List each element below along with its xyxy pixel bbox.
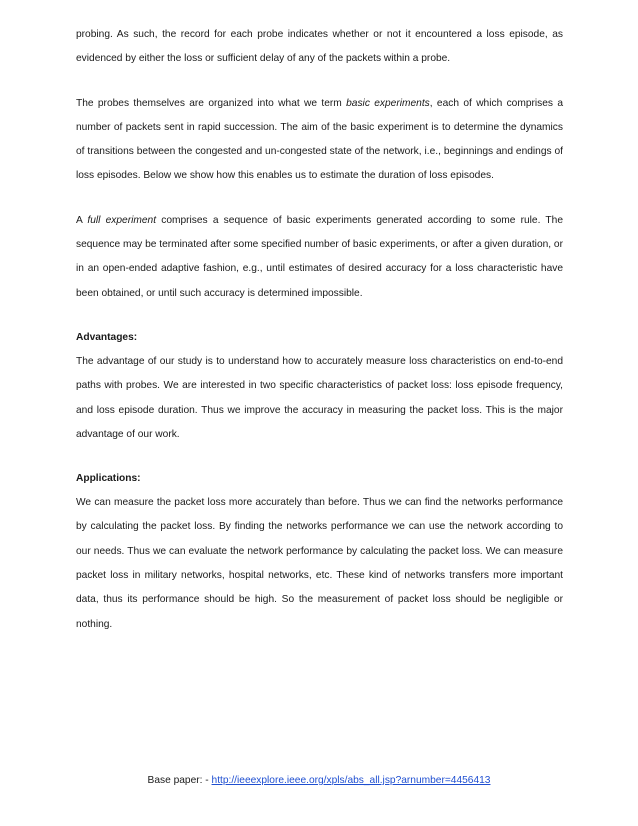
footer-label: Base paper: - [147, 775, 212, 786]
paragraph-text: , each of which comprises a number of packets sent in rapid succession. The aim of the basic experiment is to determine the dynamics of transitions between the congested and un-congested state of the network, i.e., beginnings and endings of loss episodes. Below we show how this enables us to estimate the duration of loss episodes. [76, 97, 564, 182]
paragraph-basic-experiments [76, 92, 563, 189]
paragraph-probing: probing. As such, the record for each probe indicates whether or not it encountered a loss episode, as evidenced by either the loss or sufficient delay of any of the packets within a probe. [76, 29, 563, 65]
paragraph-text: comprises a sequence of basic experiments generated according to some rule. The sequence may be terminated after some specified number of basic experiments, or after a given duration, or in an open-ended adaptive fashion, e.g., until estimates of desired accuracy for a loss characteristic have been obtained, or until such accuracy is determined impossible. [76, 214, 563, 299]
term-basic-experiments: basic experiments [346, 97, 430, 109]
document-body [76, 23, 563, 637]
advantages-paragraph: The advantage of our study is to understand how to accurately measure loss characteristics on end-to-end paths with probes. We are interested in two specific characteristics of packet loss: loss episode frequency, and loss episode duration. Thus we improve the accuracy in measuring the packet loss. This is the major advantage of our work. [76, 355, 563, 440]
paragraph-text: A [76, 214, 88, 226]
footer [0, 771, 638, 791]
paragraph-full-experiment [76, 209, 563, 306]
paragraph-text: The probes themselves are organized into what we term [76, 97, 347, 109]
term-full-experiment: full experiment [87, 214, 157, 226]
advantages-heading: Advantages: [76, 331, 138, 343]
applications-paragraph: We can measure the packet loss more accurately than before. Thus we can find the networks performance by calculating the packet loss. By finding the networks performance we can use the network according to our needs. Thus we can evaluate the network performance by calculating the packet loss. We can measure packet loss in military networks, hospital networks, etc. These kind of networks transfers more important data, thus its performance should be high. So the measurement of packet loss should be negligible or nothing. [76, 497, 563, 630]
base-paper-link[interactable]: http://ieeexplore.ieee.org/xpls/abs_all.jsp?arnumber=4456413 [211, 775, 491, 786]
applications-heading: Applications: [76, 473, 141, 485]
